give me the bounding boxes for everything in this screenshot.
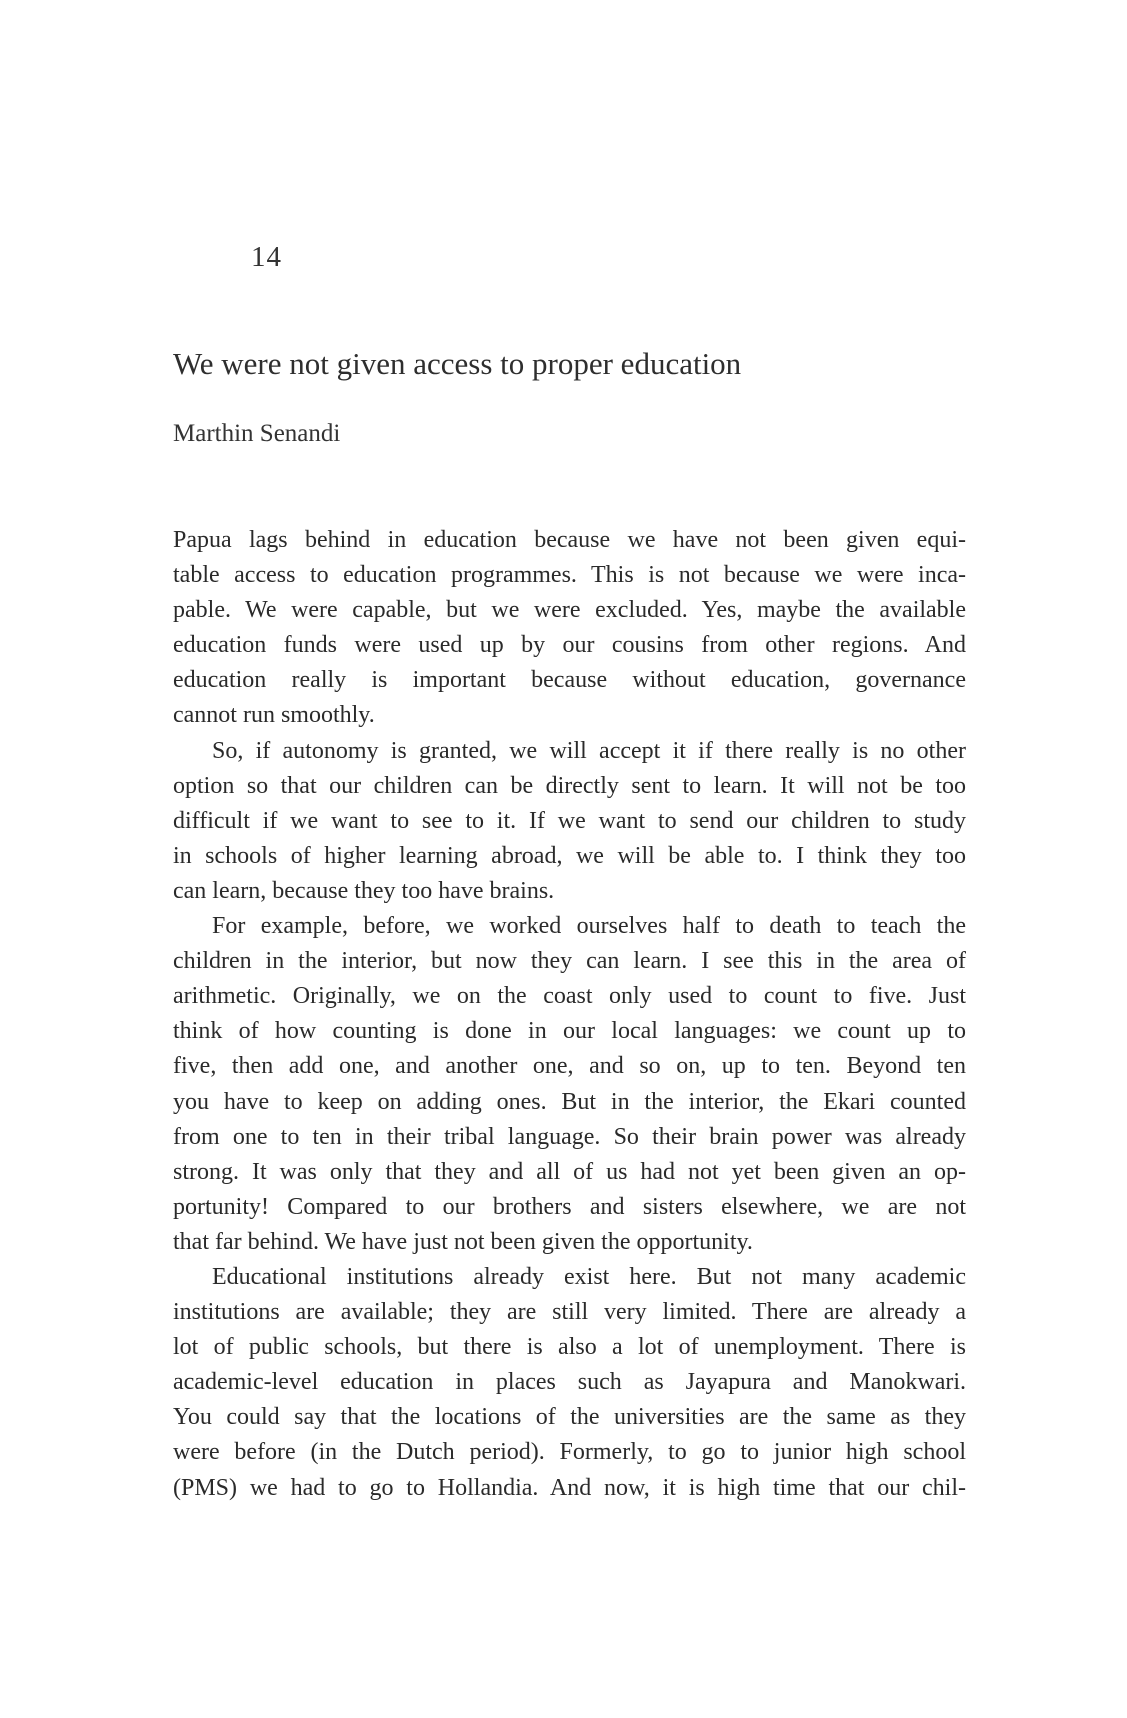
text-line: For example, before, we worked ourselves half to death to teach the xyxy=(212,913,966,940)
text-line: pable. We were capable, but we were excluded. Yes, maybe the available xyxy=(173,597,966,624)
text-line: you have to keep on adding ones. But in the interior, the Ekari counted xyxy=(173,1088,966,1115)
text-line: So, if autonomy is granted, we will accept it if there really is no other xyxy=(212,737,966,764)
text-line: can learn, because they too have brains. xyxy=(173,877,555,904)
text-line: strong. It was only that they and all of us had not yet been given an op- xyxy=(173,1158,966,1185)
text-line: Educational institutions already exist here. But not many academic xyxy=(212,1263,966,1290)
chapter-author: Marthin Senandi xyxy=(173,420,341,447)
text-line: academic-level education in places such as Jayapura and Manokwari. xyxy=(173,1369,966,1396)
paragraph-4 xyxy=(173,1260,966,1506)
text-line: education funds were used up by our cousins from other regions. And xyxy=(173,632,966,659)
text-line: You could say that the locations of the universities are the same as they xyxy=(173,1404,966,1431)
chapter-title: We were not given access to proper education xyxy=(173,346,742,381)
text-line: Papua lags behind in education because we have not been given equi- xyxy=(173,527,966,553)
text-line: children in the interior, but now they can learn. I see this in the area of xyxy=(173,948,966,975)
paragraph-2 xyxy=(173,734,966,909)
paragraph-3 xyxy=(173,909,966,1260)
text-line: five, then add one, and another one, and so on, up to ten. Beyond ten xyxy=(173,1053,966,1080)
text-line: think of how counting is done in our local languages: we count up to xyxy=(173,1018,966,1045)
text-line: in schools of higher learning abroad, we will be able to. I think they too xyxy=(173,842,966,869)
text-line: table access to education programmes. This is not because we were inca- xyxy=(173,562,966,589)
text-line: cannot run smoothly. xyxy=(173,702,375,729)
text-line: (PMS) we had to go to Hollandia. And now, it is high time that our chil- xyxy=(173,1474,966,1501)
text-line: difficult if we want to see to it. If we want to send our children to study xyxy=(173,807,966,834)
text-line: from one to ten in their tribal language. So their brain power was already xyxy=(173,1123,966,1150)
text-line: that far behind. We have just not been given the opportunity. xyxy=(173,1228,753,1255)
text-line: option so that our children can be directly sent to learn. It will not be too xyxy=(173,772,966,799)
text-line: portunity! Compared to our brothers and sisters elsewhere, we are not xyxy=(173,1193,966,1220)
text-line: institutions are available; they are still very limited. There are already a xyxy=(173,1299,966,1326)
body-text xyxy=(173,523,966,1506)
text-line: arithmetic. Originally, we on the coast only used to count to five. Just xyxy=(173,983,966,1010)
text-line: were before (in the Dutch period). Formerly, to go to junior high school xyxy=(173,1439,966,1466)
text-line: lot of public schools, but there is also a lot of unemployment. There is xyxy=(173,1334,966,1361)
chapter-number: 14 xyxy=(251,241,282,273)
paragraph-1 xyxy=(173,523,966,734)
text-line: education really is important because without education, governance xyxy=(173,667,966,694)
